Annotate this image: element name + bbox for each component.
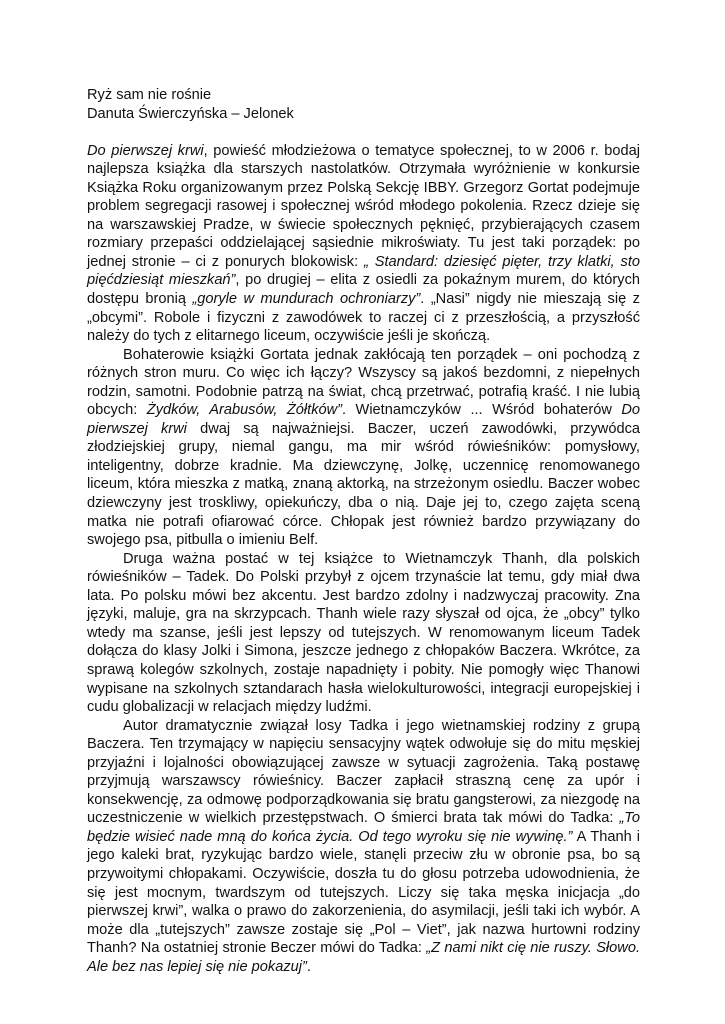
italic-text-run: „To będzie wisieć nade mną do końca życia. Od tego wyroku się nie wywinę.” [87,810,640,845]
text-run: . [306,958,311,975]
italic-text-run: Do pierwszej krwi [87,402,640,437]
text-run: A Thanh i jego kaleki brat, ryzykując bardzo wiele, stanęli przeciw złu w obronie psa, bo są przywoitymi chłopakami. Oczywiście, doszła tu do głosu potrzeba udowodnienia, że się jest mocnym, twardszym od tutejszych. Liczy się taka męska inicjacja „do pierwszej krwi”, walka o prawo do zakorzenienia, do asymilacji, jeśli taki ich wybór. A może dla „tutejszych” zawsze zostaje się „Pol – Viet”, jak nazwa hurtowni rodziny Thanh? Na ostatniej stronie Beczer mówi do Tadka: [87,828,640,957]
paragraph [87,346,640,550]
text-run: Bohaterowie książki Gortata jednak zakłócają ten porządek – oni pochodzą z różnych stron muru. Co więc ich łączy? Wszyscy są jakoś bezdomni, z niepełnych rodzin, samotni. Podobnie patrzą na świat, chcą przetrwać, potrafią kraść. I nie lubią obcych: [87,346,640,419]
italic-text-run: Żydków, Arabusów, Żółtków” [146,402,343,419]
text-run: . Wietnamczyków ... Wśród bohaterów [342,402,622,419]
paragraph [87,550,640,717]
text-run: , powieść młodzieżowa o tematyce społecznej, to w 2006 r. bodaj najlepsza książka dla starszych nastolatków. Otrzymała wyróżnienie w konkursie Książka Roku organizowanym przez Polską Sekcję IBBY. Grzegorz Gortat podejmuje problem segregacji rasowej i społecznej wśród młodego pokolenia. Rzecz dzieje się na warszawskiej Pradze, w świecie społecznych pęknięć, przybierających czasem rozmiary przepaści oddzielającej sąsiednie mikroświaty. Tu jest taki porządek: po jednej stronie – ci z ponurych blokowisk: [87,142,640,270]
text-run: Autor dramatycznie związał losy Tadka i jego wietnamskiej rodziny z grupą Baczera. Ten trzymający w napięciu sensacyjny wątek odwołuje się do mitu męskiej przyjaźni i lojalności obowiązującej zawsze w sytuacji zagrożenia. Taką postawę przyjmują warszawscy rówieśnicy. Baczer zapłacił straszną cenę za upór i konsekwencję, za odmowę podporządkowania się bratu gangsterowi, za niezgodę na uczestniczenie w wielkich przestępstwach. O śmierci brata tak mówi do Tadka: [87,717,640,827]
text-run: dwaj są najważniejsi. Baczer, uczeń zawodówki, przywódca złodziejskiej grupy, niemal gangu, ma mir wśród rówieśników: pomysłowy, inteligentny, dobrze kradnie. Ma dziewczynę, Jolkę, uczennicę renomowanego liceum, która mieszka z matką, znaną aktorką, na strzeżonym osiedlu. Baczer wobec dziewczyny jest troskliwy, opiekuńczy, dba o nią. Daje jej to, czego zajęta sceną matka nie potrafi ofiarować córce. Chłopak jest również bardzo przywiązany do swojego psa, pitbulla o imieniu Belf. [87,420,640,549]
blank-line [87,123,640,142]
text-run: . „Nasi” nigdy nie mieszają się z „obcymi”. Robole i fizyczni z zawodówek to raczej ci z przeszłością, a przyszłość należy do tych z elitarnego liceum, oczywiście jeśli je skończą. [87,291,640,345]
paragraph [87,717,640,977]
document-title: Ryż sam nie rośnie [87,87,212,103]
italic-text-run: Do pierwszej krwi [87,142,204,159]
document-body [87,142,640,977]
paragraph [87,142,640,346]
document-page [87,86,640,976]
document-author: Danuta Świerczyńska – Jelonek [87,105,294,122]
italic-text-run: „goryle w mundurach ochroniarzy” [192,291,421,308]
text-run: Druga ważna postać w tej książce to Wietnamczyk Thanh, dla polskich rówieśników – Tadek. Do Polski przybył z ojcem trzynaście lat temu, gdy miał dwa lata. Po polsku mówi bez akcentu. Jest bardzo zdolny i nadzwyczaj pracowity. Zna języki, maluje, gra na skrzypcach. Thanh wiele razy słyszał od ojca, że „obcy” tylko wtedy ma szanse, jeśli jest lepszy od tutejszych. W renomowanym liceum Tadek dołącza do klasy Jolki i Simona, jeszcze jednego z chłopaków Baczera. Wkrótce, za sprawą kolegów szkolnych, zostaje napadnięty i pobity. Nie pomogły więc Thanowi wypisane na szkolnych sztandarach hasła wielokulturowości, integracji europejskiej i cudu globalizacji w relacjach między ludźmi. [87,550,640,716]
italic-text-run: „Z nami nikt cię nie ruszy. Słowo. Ale bez nas lepiej się nie pokazuj” [87,940,641,975]
italic-text-run: „ Standard: dziesięć pięter, trzy klatki, sto pięćdziesiąt mieszkań” [87,253,640,289]
text-run: , po drugiej – elita z osiedli za pokaźnym murem, do których dostępu bronią [87,272,640,308]
